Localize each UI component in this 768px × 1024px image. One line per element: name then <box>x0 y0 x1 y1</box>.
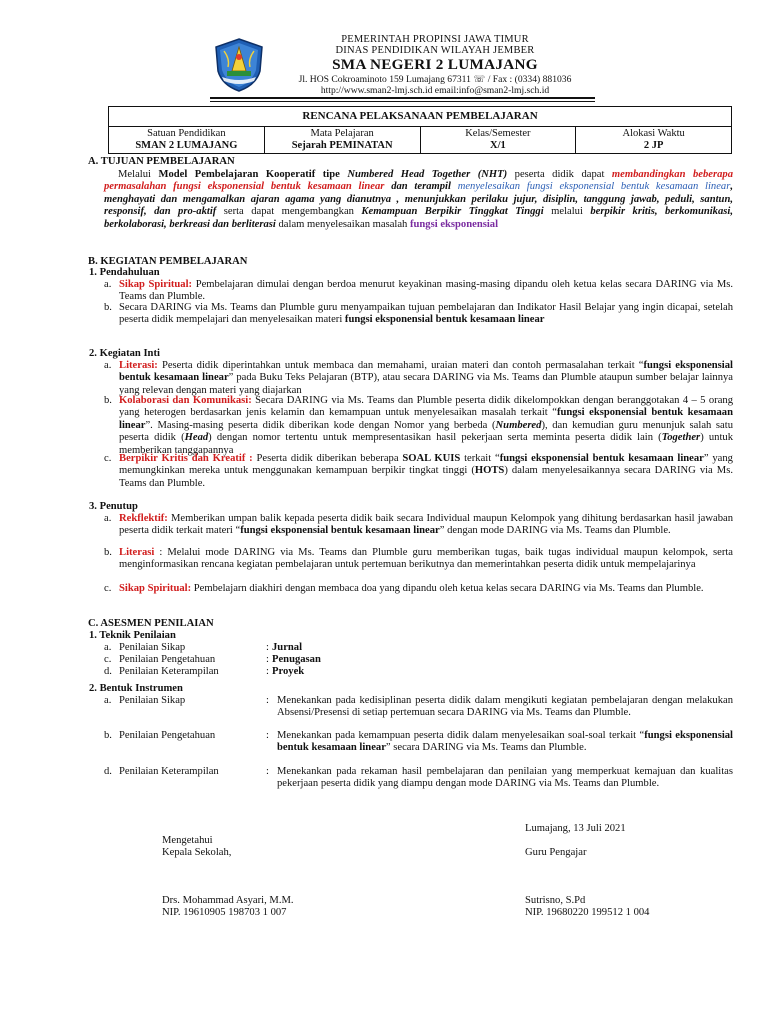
text-run: fungsi eksponensial bentuk kesamaan linear <box>277 730 734 754</box>
list-marker: b. <box>104 395 112 406</box>
instrument-label: Penilaian Sikap <box>119 695 186 706</box>
teacher-nip: NIP. 19680220 199512 1 004 <box>525 907 650 918</box>
section-c-title: C. ASESMEN PENILAIAN <box>88 618 214 629</box>
technique-marker: a. <box>104 642 112 653</box>
table-header: Mata Pelajaran <box>310 128 374 140</box>
text-run: Sikap Spiritual: <box>119 279 193 290</box>
signature-right-2: Guru Pengajar <box>525 847 587 858</box>
text-run: Peserta didik diperintahkan untuk membaca dan memahami, uraian materi dan contoh permasalahan terkait “ <box>157 360 644 371</box>
text-run: fungsi eksponensial bentuk kesamaan linear <box>119 360 733 384</box>
text-run: Peserta didik diberikan beberapa <box>252 453 403 464</box>
instrument-label: Penilaian Pengetahuan <box>119 730 216 741</box>
list-marker: a. <box>104 360 112 371</box>
signature-date: Lumajang, 13 Juli 2021 <box>525 823 626 834</box>
text-run: dalam menyelesaikan masalah <box>275 218 410 230</box>
signature-left-2: Kepala Sekolah, <box>162 847 232 858</box>
text-run: Sikap Spiritual: <box>119 583 192 594</box>
text-run: Pembelajaran dimulai dengan berdoa menurut keyakinan masing-masing dipandu oleh ketua kelas secara DARING via Ms. Teams dan Plumble. <box>119 279 734 303</box>
text-run: ) dengan nomor tertentu untuk mempresentasikan hasil pekerjaan serta meminta peserta didik lain ( <box>208 432 662 444</box>
instrument-colon: : <box>266 766 269 777</box>
text-run: serta dapat mengembangkan <box>216 206 362 218</box>
instrument-marker: d. <box>104 766 112 777</box>
coat-of-arms-logo <box>210 37 268 93</box>
text-run: fungsi eksponensial bentuk kesamaan linear <box>240 525 440 537</box>
text-run: Melalui <box>118 169 159 180</box>
table-value: X/1 <box>490 140 506 152</box>
technique-marker: d. <box>104 666 112 677</box>
section-a-paragraph <box>104 169 733 231</box>
text-run: Rekflektif: <box>119 513 168 524</box>
header-rule-thin <box>210 101 595 102</box>
text-run: Literasi: <box>119 360 158 371</box>
technique-marker: c. <box>104 654 112 665</box>
instrument-desc <box>277 766 733 791</box>
text-run: Model Pembelajaran Kooperatif tipe <box>158 169 348 180</box>
text-run: ” pada Buku Teks Pelajaran (BTP), atau secara DARING via Ms. Teams dan Plumble ataupun sumber belajar lainnya yang relevan dengan materi yang diajarkan <box>119 372 733 396</box>
penutup-item-a <box>119 513 733 538</box>
table-header: Alokasi Waktu <box>622 128 685 140</box>
penutup-item-c <box>119 583 733 595</box>
text-run: ”. Masing-masing peserta didik diberikan kode dengan Nomor yang berbeda ( <box>145 419 496 431</box>
table-header: Satuan Pendidikan <box>147 128 226 140</box>
text-run: Literasi <box>119 547 155 558</box>
text-run: Menekankan pada kedisiplinan peserta didik dalam mengikuti kegiatan pembelajaran dengan melakukan Absensi/Presensi di setiap pertemuan secara DARING via Ms. Teams dan Plumble. <box>277 695 733 719</box>
instrument-marker: a. <box>104 695 112 706</box>
text-run: fungsi eksponensial bentuk kesamaan linear <box>344 314 545 326</box>
text-run: melalui <box>543 206 591 218</box>
header-line-2: DINAS PENDIDIKAN WILAYAH JEMBER <box>335 45 535 56</box>
technique-value: Jurnal <box>272 642 303 653</box>
text-run: dan terampil <box>384 181 458 193</box>
text-run: ” dengan mode DARING via Ms. Teams dan Plumble. <box>439 525 671 537</box>
technique-colon: : <box>266 654 269 665</box>
list-marker: c. <box>104 583 112 594</box>
pendahuluan-item-b <box>119 302 733 327</box>
instrument-desc <box>277 695 733 720</box>
text-run: fungsi eksponensial bentuk kesamaan linear <box>119 407 733 431</box>
text-run: Menekankan pada rekaman hasil pembelajaran dan penilaian yang memperkuat kemajuan dan kualitas pekerjaan peserta didik yang diampu dengan mode DARING via Ms. Teams dan Plumble. <box>277 766 733 790</box>
text-run: fungsi eksponensial <box>410 218 499 230</box>
penutup-item-b <box>119 547 733 572</box>
table-header: Kelas/Semester <box>465 128 531 140</box>
technique-label: Penilaian Pengetahuan <box>119 654 216 665</box>
text-run: fungsi eksponensial bentuk kesamaan linear <box>499 453 704 464</box>
text-run: ) untuk memberikan tanggapannya <box>119 432 734 456</box>
table-title: RENCANA PELAKSANAAN PEMBELAJARAN <box>109 107 732 127</box>
subsection-pendahuluan: 1. Pendahuluan <box>89 267 160 278</box>
teacher-name: Sutrisno, S.Pd <box>525 895 586 906</box>
text-run: ” yang memungkinkan mereka untuk menggunakan kemampuan berpikir tingkat tinggi ( <box>119 453 733 477</box>
instrument-desc <box>277 730 733 755</box>
text-run: Head <box>184 432 209 444</box>
text-run: ), dan kemudian guru menunjuk salah satu peserta didik ( <box>119 419 733 444</box>
instrument-colon: : <box>266 730 269 741</box>
section-b-title: B. KEGIATAN PEMBELAJARAN <box>88 256 248 267</box>
technique-colon: : <box>266 666 269 677</box>
technique-value: Penugasan <box>272 654 321 665</box>
text-run: ” secara DARING via Ms. Teams dan Plumble. <box>385 742 587 754</box>
text-run: terkait “ <box>460 453 500 464</box>
kegiatan-inti-item-c <box>119 453 733 490</box>
text-run: berpikir kritis, berkomunikasi, berkolaborasi, berkreasi dan berliterasi <box>104 206 733 230</box>
list-marker: a. <box>104 279 112 290</box>
list-marker: a. <box>104 513 112 524</box>
text-run: peserta didik dapat <box>507 169 612 180</box>
text-run: Memberikan umpan balik kepada peserta didik baik secara Individual maupun Kelompok yang dihitung berdasarkan hasil jawaban peserta didik terkait materi “ <box>119 513 733 537</box>
pendahuluan-item-a <box>119 279 733 304</box>
text-run: Menekankan pada kemampuan peserta didik dalam menyelesaikan soal-soal terkait “ <box>277 730 645 741</box>
table-value: SMAN 2 LUMAJANG <box>135 140 238 152</box>
kegiatan-inti-item-b <box>119 395 733 457</box>
text-run: SOAL KUIS <box>402 453 461 464</box>
text-run: Kolaborasi dan Komunikasi: <box>119 395 252 406</box>
text-run: : Melalui mode DARING via Ms. Teams dan Plumble guru memberikan tugas, baik tugas individual maupun kelompok, serta menginformasikan rencana kegiatan pembelajaran untuk pertemuan berikutnya dan memerintahkan peserta didik untuk mempelajarinya <box>119 547 733 571</box>
text-run: membandingkan beberapa permasalahan fungsi eksponensial bentuk kesamaan linear <box>104 169 734 193</box>
text-run: Kemampuan Berpikir Tinggkat Tinggi <box>361 206 544 218</box>
text-run: HOTS <box>474 465 505 477</box>
list-marker: c. <box>104 453 112 464</box>
text-run: 2. Bentuk Instrumen <box>89 683 183 694</box>
subsection-kegiatan-inti: 2. Kegiatan Inti <box>89 348 160 359</box>
text-run: Secara DARING via Ms. Teams dan Plumble guru menyampaikan tujuan pembelajaran dan Indikator Hasil Belajar yang ingin dicapai, setelah peserta didik mempelajari dan menyelesaikan materi <box>119 302 733 326</box>
text-run: Numbered Head Together (NHT) <box>347 169 508 180</box>
table-value: Sejarah PEMINATAN <box>291 140 393 152</box>
header-rule-thick <box>210 97 595 99</box>
subsection-teknik-penilaian: 1. Teknik Penilaian <box>89 630 176 641</box>
principal-nip: NIP. 19610905 198703 1 007 <box>162 907 287 918</box>
text-run: Together <box>661 432 701 444</box>
principal-name: Drs. Mohammad Asyari, M.M. <box>162 895 294 906</box>
kegiatan-inti-item-a <box>119 360 733 397</box>
subsection-bentuk-instrumen <box>89 683 183 695</box>
rpp-info-table <box>108 106 732 154</box>
section-a-title: A. TUJUAN PEMBELAJARAN <box>88 156 235 167</box>
instrument-colon: : <box>266 695 269 706</box>
technique-label: Penilaian Sikap <box>119 642 186 653</box>
school-name: SMA NEGERI 2 LUMAJANG <box>332 56 538 73</box>
table-value: 2 JP <box>643 140 664 152</box>
subsection-penutup: 3. Penutup <box>89 501 138 512</box>
text-run: menyelesaikan fungsi eksponensial bentuk kesamaan linear <box>457 181 731 193</box>
text-run: Pembelajarn diakhiri dengan membaca doa yang dipandu oleh ketua kelas secara DARING via Ms. Teams dan Plumble. <box>191 583 704 594</box>
technique-value: Proyek <box>272 666 305 677</box>
signature-left-1: Mengetahui <box>162 835 213 846</box>
list-marker: b. <box>104 302 112 313</box>
technique-label: Penilaian Keterampilan <box>119 666 219 677</box>
text-run: Berpikir Kritis dan Kreatif : <box>119 453 253 464</box>
technique-colon: : <box>266 642 269 653</box>
list-marker: b. <box>104 547 112 558</box>
instrument-marker: b. <box>104 730 112 741</box>
text-run: ) dalam menyelesaikannya secara DARING via Ms. Teams dan Plumble. <box>119 465 733 489</box>
header-line-1: PEMERINTAH PROPINSI JAWA TIMUR <box>341 34 529 45</box>
text-run: , menghayati dan mengamalkan ajaran agama yang dianutnya , menunjukkan perilaku jujur, disiplin, tanggung jawab, peduli, santun, responsif, dan pro-aktif <box>104 181 734 218</box>
school-web: http://www.sman2-lmj.sch.id email:info@sman2-lmj.sch.id <box>320 85 550 96</box>
text-run: Numbered <box>495 419 542 431</box>
instrument-label: Penilaian Keterampilan <box>119 766 219 777</box>
school-address: Jl. HOS Cokroaminoto 159 Lumajang 67311 ☏ / Fax : (0334) 881036 <box>298 74 572 85</box>
text-run: Secara DARING via Ms. Teams dan Plumble peserta didik dikelompokkan dengan beranggotakan 4 – 5 orang yang heterogen berdasarkan jenis kelamin dan kemampuan untuk menyelesaikan masalah terkait “ <box>119 395 733 419</box>
